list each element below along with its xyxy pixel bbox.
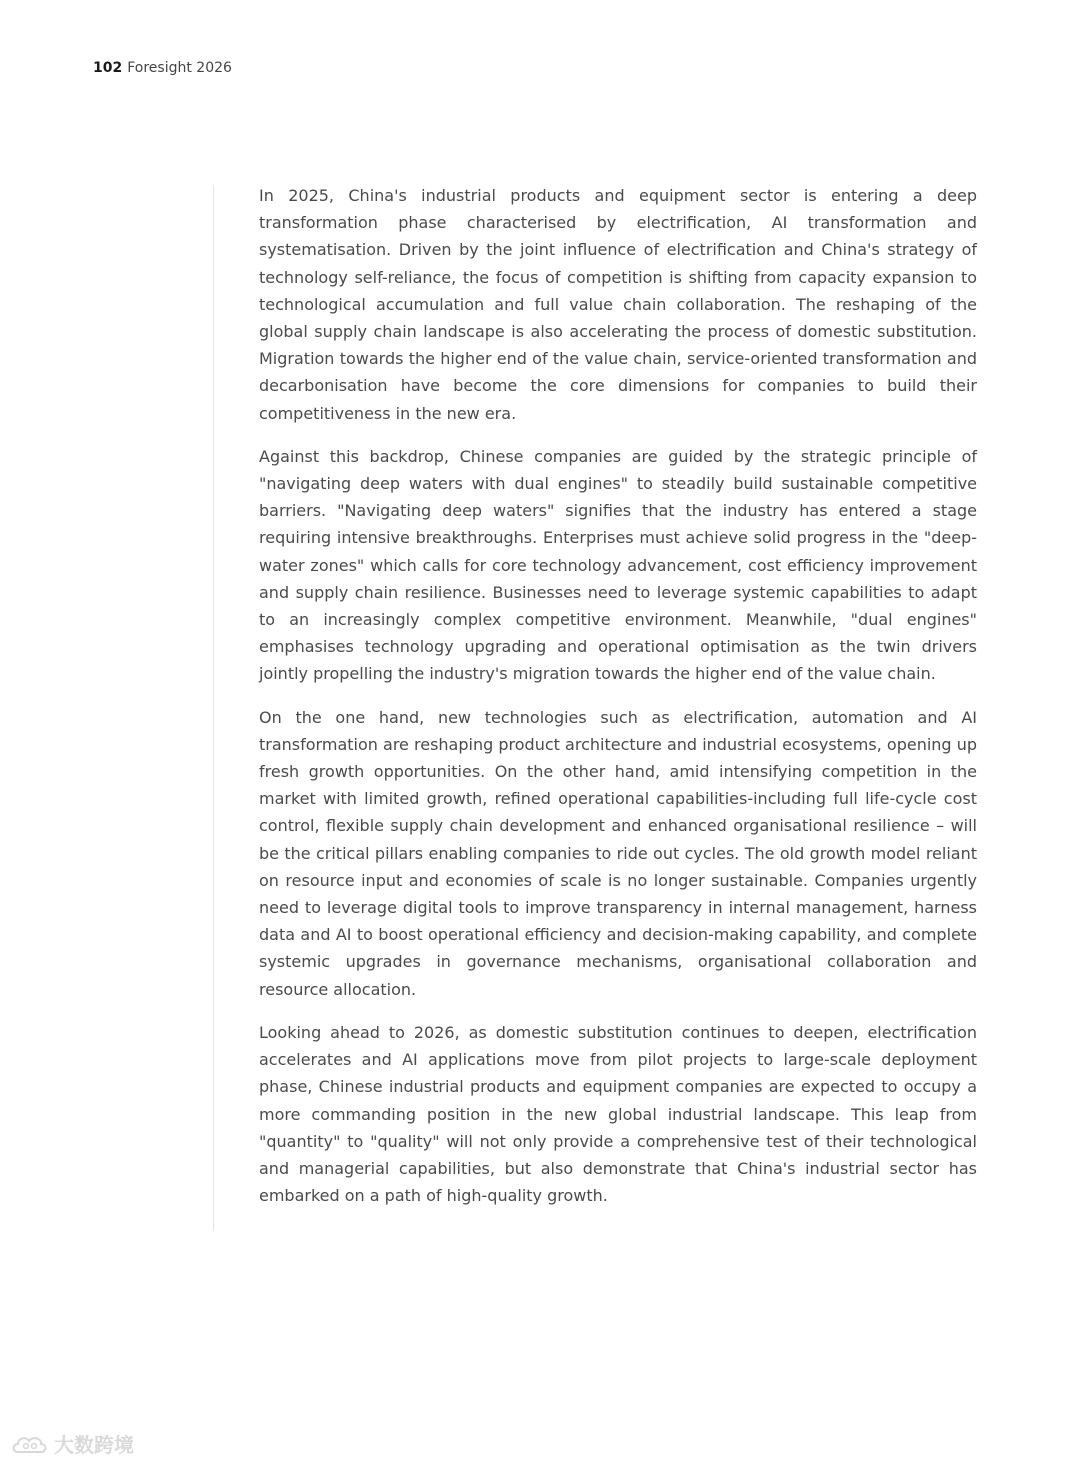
running-header [93,59,232,77]
watermark-text: 大数跨境 [54,1433,134,1457]
article-body [259,182,977,1225]
paragraph: Looking ahead to 2026, as domestic substitution continues to deepen, electrification accelerates and AI applications move from pilot projects to large-scale deployment phase, Chinese industrial products and equipment companies are expected to occupy a more commanding position in the new global industrial landscape. This leap from "quantity" to "quality" will not only provide a comprehensive test of their technological and managerial capabilities, but also demonstrate that China's industrial sector has embarked on a path of high-quality growth. [259,1022,977,1206]
paragraph: On the one hand, new technologies such as electrification, automation and AI transformation are reshaping product architecture and industrial ecosystems, opening up fresh growth opportunities. On the other hand, amid intensifying competition in the market with limited growth, refined operational capabilities-including full life-cycle cost control, flexible supply chain development and enhanced organisational resilience – will be the critical pillars enabling companies to ride out cycles. The old growth model reliant on resource input and economies of scale is no longer sustainable. Companies urgently need to leverage digital tools to improve transparency in internal management, harness data and AI to boost operational efficiency and decision-making capability, and complete systemic upgrades in governance mechanisms, organisational collaboration and resource allocation. [259,707,977,999]
cloud-logo-icon [10,1432,50,1456]
publication-title: Foresight 2026 [127,60,232,76]
paragraph: Against this backdrop, Chinese companies are guided by the strategic principle of "navigating deep waters with dual engines" to steadily build sustainable competitive barriers. "Navigating deep waters" signifies that the industry has entered a stage requiring intensive breakthroughs. Enterprises must achieve solid progress in the "deep-water zones" which calls for core technology advancement, cost efficiency improvement and supply chain resilience. Businesses need to leverage systemic capabilities to adapt to an increasingly complex competitive environment. Meanwhile, "dual engines" emphasises technology upgrading and operational optimisation as the twin drivers jointly propelling the industry's migration towards the higher end of the value chain. [259,446,977,684]
page-number: 102 [93,60,123,76]
paragraph: In 2025, China's industrial products and equipment sector is entering a deep transformation phase characterised by electrification, AI transformation and systematisation. Driven by the joint influence of electrification and China's strategy of technology self-reliance, the focus of competition is shifting from capacity expansion to technological accumulation and full value chain collaboration. The reshaping of the global supply chain landscape is also accelerating the process of domestic substitution. Migration towards the higher end of the value chain, service-oriented transformation and decarbonisation have become the core dimensions for companies to build their competitiveness in the new era. [259,186,977,423]
column-divider [213,185,214,1230]
watermark [10,1429,134,1458]
